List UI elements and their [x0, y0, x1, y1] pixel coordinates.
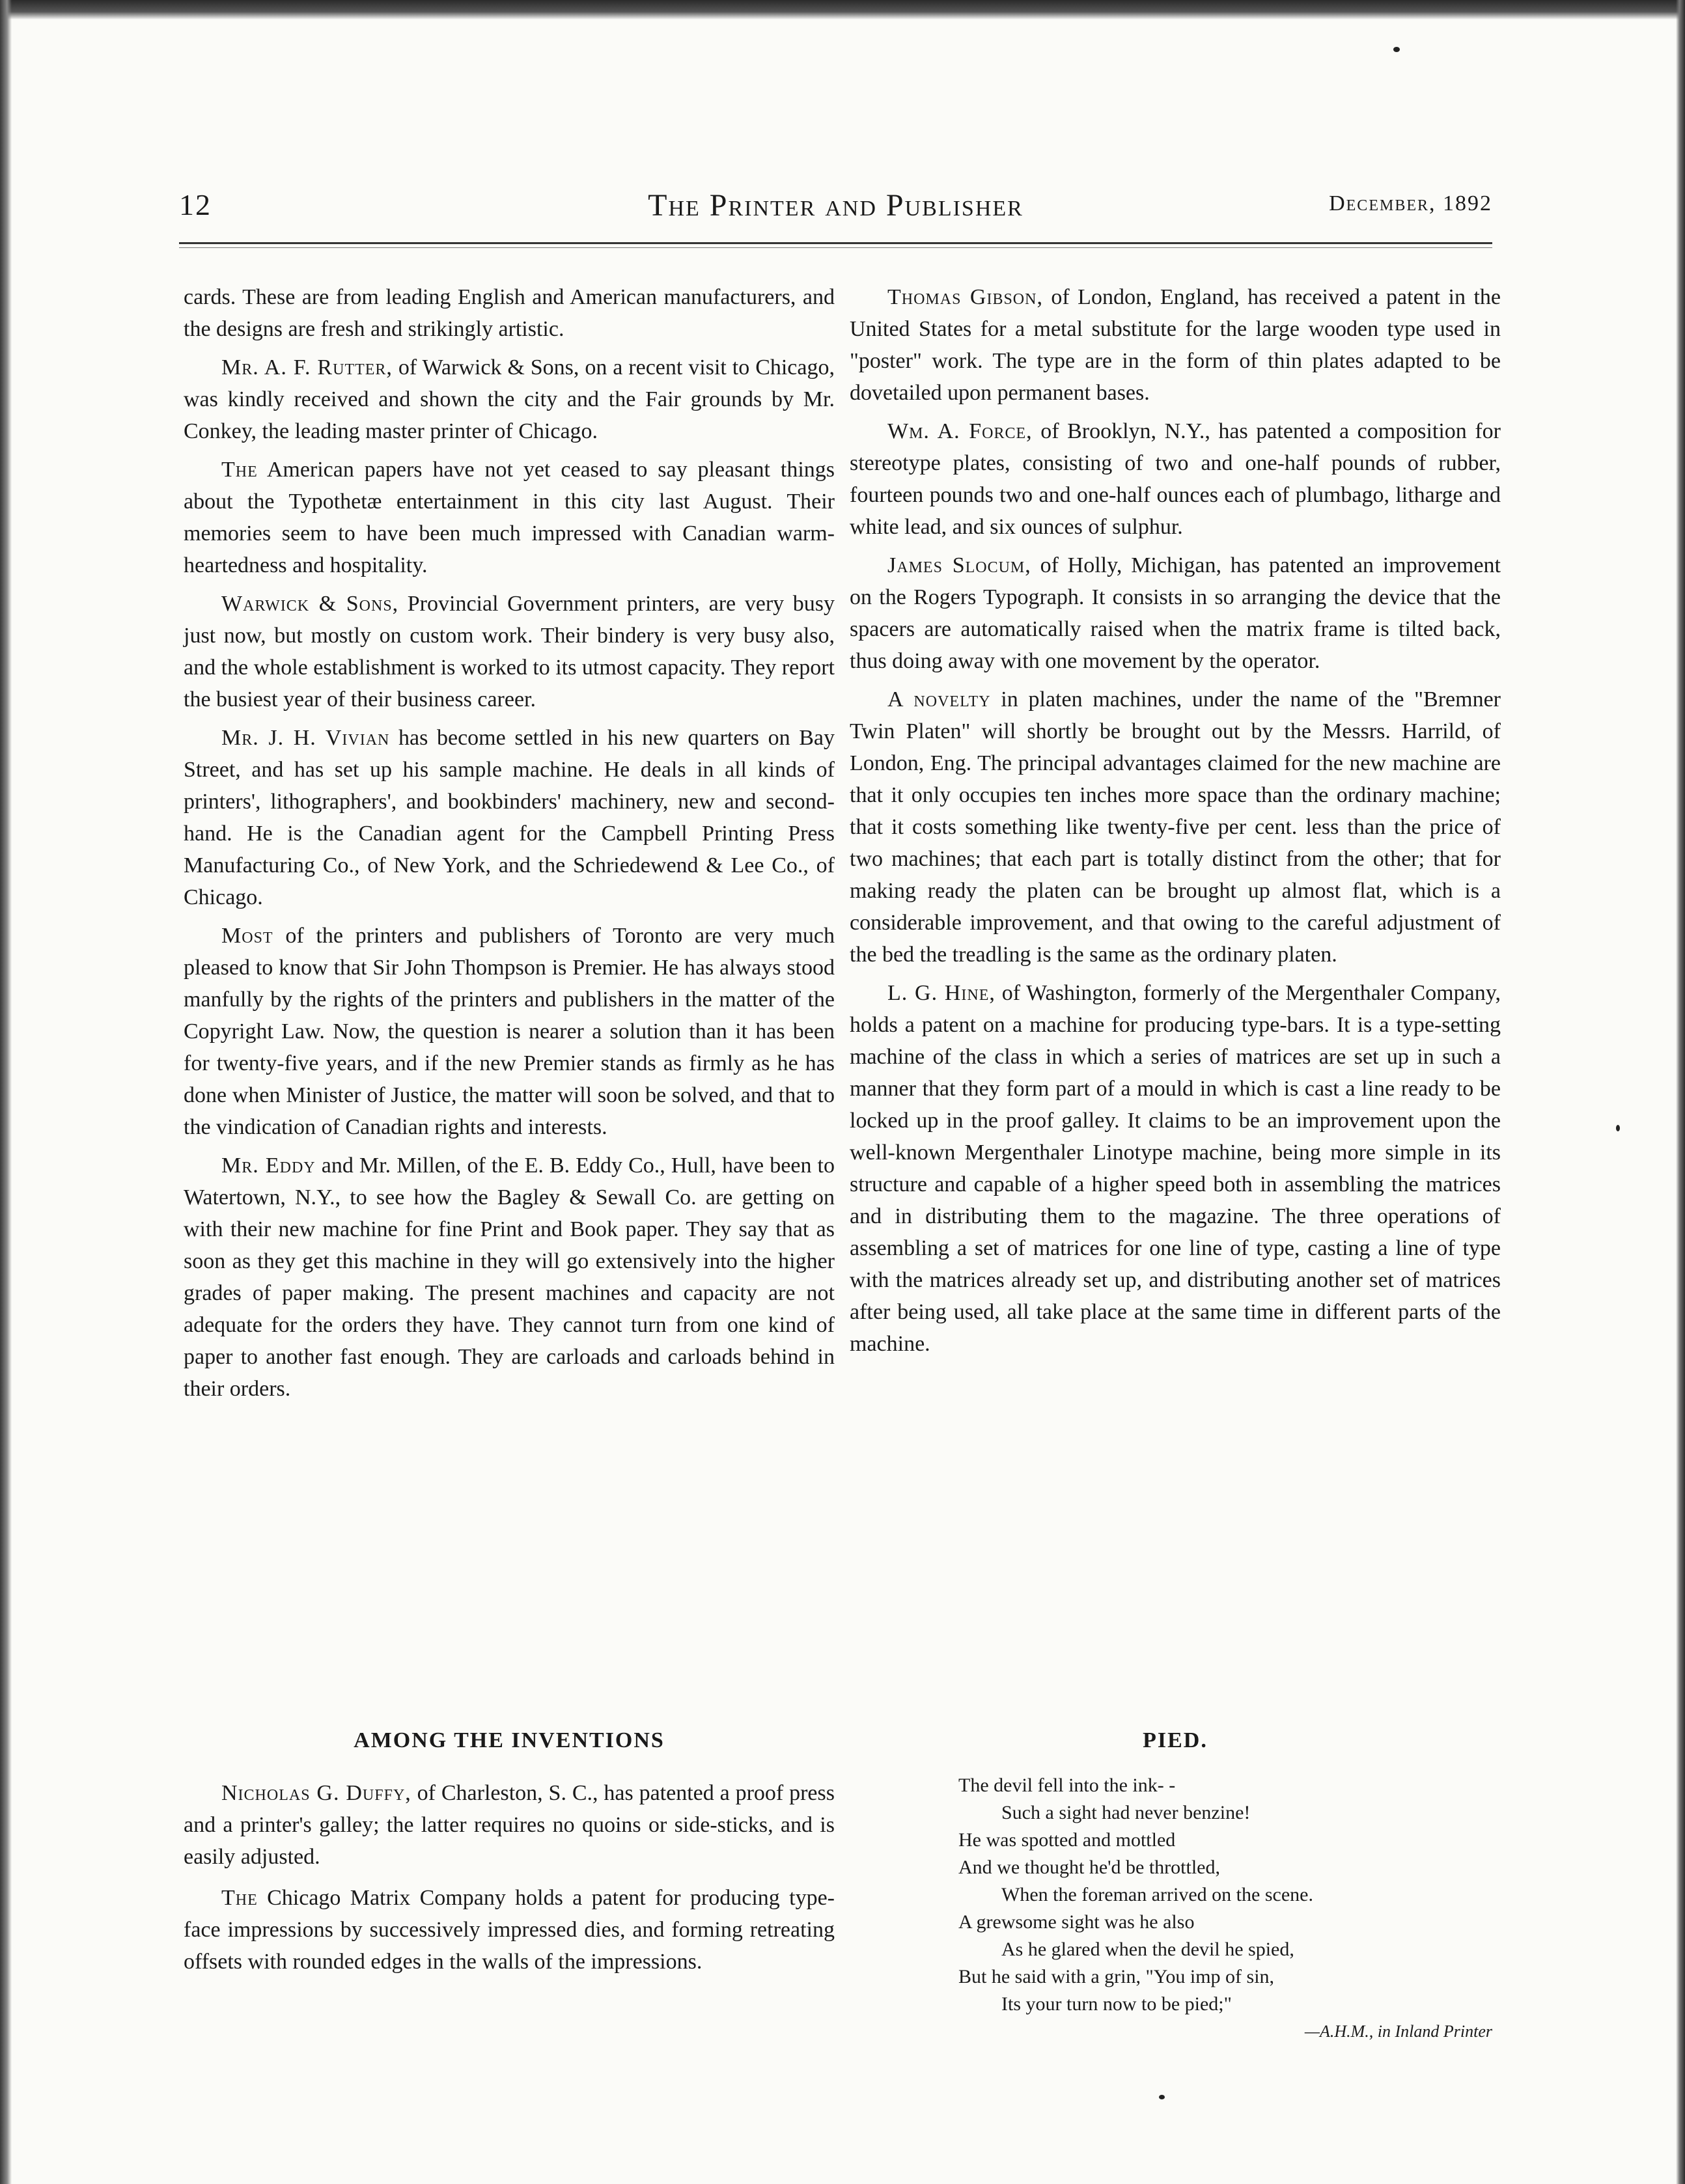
paragraph: Mr. A. F. Rutter, of Warwick & Sons, on a recent visit to Chicago, was kindly received and shown the city and the Fair grounds by Mr. Conkey, the leading master printer of Chicago.	[184, 355, 835, 443]
header-rule-thin	[179, 247, 1492, 248]
left-column	[184, 281, 835, 1411]
paragraph: James Slocum, of Holly, Michigan, has patented an improvement on the Rogers Typograph. It consists in so arranging the device that the spacers are automatically raised when the matrix frame is tilted back, thus doing away with one movement by the operator.	[850, 553, 1501, 673]
poem-line: Its your turn now to be pied;"	[1001, 1993, 1232, 2015]
header-rule	[179, 242, 1492, 244]
running-header	[179, 187, 1492, 227]
page-right-edge	[1676, 0, 1685, 2184]
paragraph: Wm. A. Force, of Brooklyn, N.Y., has patented a composition for stereotype plates, consisting of two and one-half pounds of rubber, fourteen pounds two and one-half ounces each of plumbago, litharge and white lead, and six ounces of sulphur.	[850, 419, 1501, 539]
page-number: 12	[179, 188, 212, 221]
page-left-edge	[0, 0, 12, 2184]
page-top-edge	[0, 0, 1685, 20]
poem	[958, 1772, 1505, 2045]
paragraph: L. G. Hine, of Washington, formerly of the Mergenthaler Company, holds a patent on a machine for producing type-bars. It is a type-setting machine of the class in which a series of matrices are set up in such a manner that they form part of a mould in which is cast a line ready to be locked up in the proof galley. It claims to be an improvement upon the well-known Mergenthaler Linotype machine, being more simple in its structure and capable of a higher speed both in assembling the matrices and in distributing them to the magazine. The three operations of assembling a set of matrices for one line of type, casting a line of type with the matrices already set up, and distributing another set of matrices after being used, all take place at the same time in different parts of the machine.	[850, 981, 1501, 1356]
inventions-section	[184, 1777, 835, 1987]
inventions-heading: AMONG THE INVENTIONS	[354, 1728, 665, 1752]
poem-line: As he glared when the devil he spied,	[1001, 1939, 1294, 1960]
print-speck	[1616, 1125, 1620, 1131]
print-speck	[1393, 47, 1400, 52]
poem-line: He was spotted and mottled	[958, 1829, 1176, 1851]
poem-line: And we thought he'd be throttled,	[958, 1857, 1220, 1878]
paragraph: A novelty in platen machines, under the name of the "Bremner Twin Platen" will shortly be brought out by the Messrs. Harrild, of London, Eng. The principal advantages claimed for the new machine are that it only occupies ten inches more space than the ordinary machine; that it costs something like twenty-five per cent. less than the price of two machines; that each part is totally distinct from the other; that for making ready the platen can be brought up almost flat, which is a considerable improvement, and that owing to the careful adjustment of the bed the treadling is the same as the ordinary platen.	[850, 687, 1501, 967]
paragraph: Warwick & Sons, Provincial Government printers, are very busy just now, but mostly on custom work. Their bindery is very busy also, and the whole establishment is worked to its utmost capacity. They report the busiest year of their business career.	[184, 592, 835, 712]
poem-line: Such a sight had never benzine!	[1001, 1802, 1251, 1823]
paragraph: cards. These are from leading English and American manufacturers, and the designs are fresh and strikingly artistic.	[184, 285, 835, 341]
poem-attribution: —A.H.M., in Inland Printer	[1304, 2022, 1492, 2041]
poem-line: When the foreman arrived on the scene.	[1001, 1884, 1313, 1905]
paragraph: The Chicago Matrix Company holds a patent for producing type-face impressions by successively impressed dies, and forming retreating offsets with rounded edges in the walls of the impressions.	[184, 1886, 835, 1974]
right-column	[850, 281, 1501, 1366]
poem-heading: PIED.	[1143, 1728, 1208, 1752]
paragraph: Most of the printers and publishers of Toronto are very much pleased to know that Sir John Thompson is Premier. He has always stood manfully by the rights of the printers and publishers in the matter of the Copyright Law. Now, the question is nearer a solution than it has been for twenty-five years, and if the new Premier stands as firmly as he has done when Minister of Justice, the matter will soon be solved, and that to the vindication of Canadian rights and interests.	[184, 924, 835, 1139]
paragraph: Mr. Eddy and Mr. Millen, of the E. B. Eddy Co., Hull, have been to Watertown, N.Y., to see how the Bagley & Sewall Co. are getting on with their new machine for fine Print and Book paper. They say that as soon as they get this machine in they will go extensively into the higher grades of paper making. The present machines and capacity are not adequate for the orders they have. They cannot turn from one kind of paper to another fast enough. They are carloads and carloads behind in their orders.	[184, 1154, 835, 1401]
publication-title: The Printer and Publisher	[648, 188, 1024, 223]
poem-line: A grewsome sight was he also	[958, 1911, 1195, 1933]
issue-date: December, 1892	[1329, 191, 1492, 215]
paragraph: Nicholas G. Duffy, of Charleston, S. C., has patented a proof press and a printer's galley; the latter requires no quoins or side-sticks, and is easily adjusted.	[184, 1781, 835, 1869]
poem-line: But he said with a grin, "You imp of sin,	[958, 1966, 1275, 1987]
paragraph: Thomas Gibson, of London, England, has received a patent in the United States for a metal substitute for the large wooden type used in "poster" work. The type are in the form of thin plates adapted to be dovetailed upon permanent bases.	[850, 285, 1501, 405]
print-speck	[1159, 2095, 1165, 2099]
paragraph: Mr. J. H. Vivian has become settled in his new quarters on Bay Street, and has set up his sample machine. He deals in all kinds of printers', lithographers', and bookbinders' machinery, new and second-hand. He is the Canadian agent for the Campbell Printing Press Manufacturing Co., of New York, and the Schriedewend & Lee Co., of Chicago.	[184, 726, 835, 909]
poem-line: The devil fell into the ink- -	[958, 1775, 1176, 1796]
paragraph: The American papers have not yet ceased to say pleasant things about the Typothetæ entertainment in this city last August. Their memories seem to have been much impressed with Canadian warm-heartedness and hospitality.	[184, 458, 835, 577]
